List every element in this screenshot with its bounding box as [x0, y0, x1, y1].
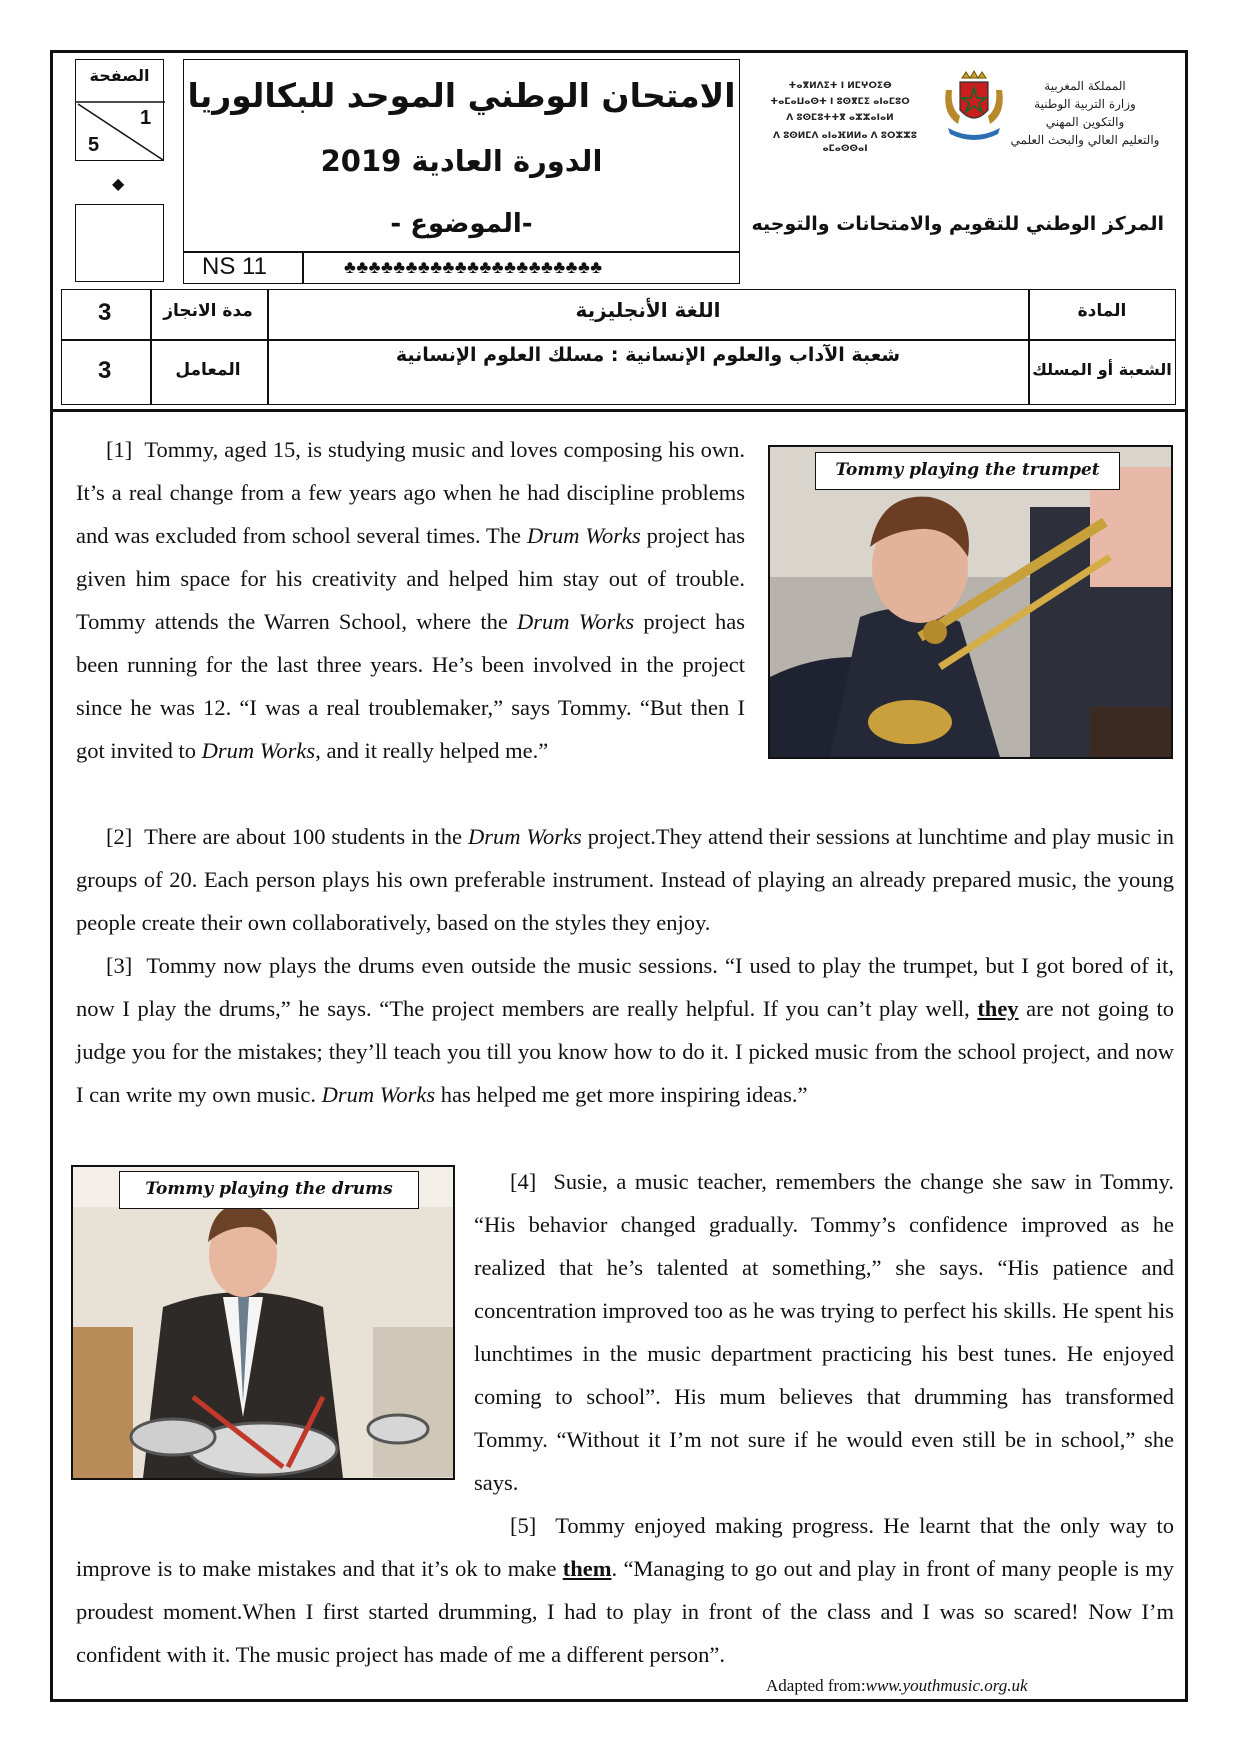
exam-title-box — [183, 59, 740, 284]
p1-italic-3: Drum Works — [201, 738, 316, 763]
page-total: 5 — [88, 134, 100, 156]
info-col-rule-3 — [1028, 290, 1030, 404]
paragraph-4-number: [4] — [510, 1169, 537, 1194]
p3-text-c: has helped me get more inspiring ideas.” — [435, 1082, 808, 1107]
p5-text-b: . “Managing to go out and play in front of many people is my proudest moment.When I first started drumming, I had to play in front of the class and I was so scared! Now I’m confident with it. The music project has made of me a different person”. — [76, 1556, 1174, 1667]
paragraph-1-number: [1] — [106, 437, 133, 462]
p1-italic-1: Drum Works — [526, 523, 641, 548]
p3-text-a: Tommy now plays the drums even outside the music sessions. “I used to play the trumpet, but I got bored of it, now I play the drums,” he says. “The project members are really helpful. If you can’t play well, — [76, 953, 1175, 1021]
subject-heading: -الموضوع - — [390, 209, 533, 239]
p2-text-a: There are about 100 students in the — [144, 824, 468, 849]
paragraph-5 — [76, 1504, 1174, 1676]
trumpet-photo — [768, 445, 1173, 759]
tifinagh-line-2: ⵜⴰⵎⴰⵡⴰⵙⵜ ⵏ ⵓⵙⴳⵎⵉ ⴰⵏⴰⵎⵓⵔ — [770, 97, 910, 107]
ministry-line-4: والتعليم العالي والبحث العلمي — [1010, 133, 1160, 147]
subject-value: اللغة الأنجليزية — [575, 298, 721, 322]
p1-italic-2: Drum Works — [517, 609, 635, 634]
tifinagh-line-3: ⴷ ⵓⵙⵎⵓⵜⵜⴳ ⴰⵣⵣⴰⵏⴰⵍ — [786, 113, 894, 123]
tifinagh-line-1: ⵜⴰⴳⵍⴷⵉⵜ ⵏ ⵍⵎⵖⵔⵉⴱ — [788, 81, 892, 91]
paragraph-3-number: [3] — [106, 953, 133, 978]
page-current: 1 — [140, 107, 152, 129]
page-label: الصفحة — [89, 66, 150, 85]
p1-text-a: Tommy, aged 15, is studying music and loves composing his own. It’s a real change from a few years ago when he had discipline problems and was excluded from school several times. The — [76, 437, 746, 548]
source-url: www.youthmusic.org.uk — [865, 1676, 1028, 1695]
trumpet-caption: Tommy playing the trumpet — [815, 452, 1120, 490]
drums-illustration — [73, 1167, 453, 1478]
trumpet-illustration — [770, 447, 1171, 757]
stream-value: شعبة الآداب والعلوم الإنسانية : مسلك العلوم الإنسانية — [395, 344, 901, 366]
coef-label: المعامل — [175, 360, 241, 380]
blank-box — [75, 204, 164, 282]
info-row-rule — [62, 339, 1175, 341]
p2-italic-1: Drum Works — [467, 824, 582, 849]
p5-underlined-them: them — [562, 1556, 612, 1581]
page-number-box — [75, 59, 164, 161]
exam-title: الامتحان الوطني الموحد للبكالوريا — [187, 76, 736, 115]
duration-label: مدة الانجاز — [163, 301, 253, 321]
source-credit — [766, 1676, 1028, 1696]
p4-text-a: Susie, a music teacher, remembers the change she saw in Tommy. “His behavior changed gradually. Tommy’s confidence improved as he realized that he’s talented at something,” she says. “His patience and concentration improved too as he was trying to perfect his skills. He spent his lunchtimes in the music department practicing his best tunes. He enjoyed coming to school”. His mum believes that drumming has transformed Tommy. “Without it I’m not sure if he would even still be in school,” she says. — [474, 1169, 1174, 1495]
ministry-line-3: والتكوين المهني — [1045, 115, 1125, 129]
decor-clubs: ♣♣♣♣♣♣♣♣♣♣♣♣♣♣♣♣♣♣♣♣♣ — [344, 257, 603, 277]
drums-photo — [71, 1165, 455, 1480]
coef-value: 3 — [98, 357, 112, 384]
info-col-rule-1 — [150, 290, 152, 404]
p3-underlined-they: they — [977, 996, 1019, 1021]
session-title: الدورة العادية 2019 — [320, 144, 603, 178]
ministry-line-2: وزارة التربية الوطنية — [1034, 97, 1136, 111]
paragraph-1 — [76, 428, 745, 772]
subject-label: المادة — [1077, 301, 1127, 321]
p1-text-c: project has been running for the last three years. He’s been involved in the project since he was 12. “I was a real troublemaker,” says Tommy. “But then I got invited to — [76, 609, 745, 763]
ministry-line-1: المملكة المغربية — [1044, 79, 1126, 93]
paragraph-2-number: [2] — [106, 824, 133, 849]
stream-label: الشعبة أو المسلك — [1032, 360, 1172, 379]
paragraph-5-number: [5] — [510, 1513, 537, 1538]
exam-code: NS 11 — [202, 253, 267, 280]
source-label: Adapted from: — [766, 1676, 866, 1695]
p3-text-b: are not going to judge you for the mistakes; they’ll teach you till you know how to do it. I picked music from the school project, and now I can write my own music. — [76, 996, 1174, 1107]
p1-text-b: project has given him space for his creativity and helped him stay out of trouble. Tommy attends the Warren School, where the — [76, 523, 746, 634]
code-separator — [302, 251, 304, 283]
info-table — [61, 289, 1176, 405]
info-col-rule-2 — [267, 290, 269, 404]
p1-text-d: , and it really helped me.” — [315, 738, 549, 763]
duration-value: 3 — [98, 299, 112, 326]
paragraph-4 — [474, 1160, 1174, 1504]
drums-caption: Tommy playing the drums — [119, 1171, 419, 1209]
header-divider — [50, 409, 1188, 412]
p3-italic-1: Drum Works — [321, 1082, 436, 1107]
center-name: المركز الوطني للتقويم والامتحانات والتوجيه — [751, 213, 1164, 235]
p5-text-a: Tommy enjoyed making progress. He learnt that the only way to improve is to make mistakes and that it’s ok to make — [76, 1513, 1175, 1581]
diamond-icon: ◆ — [112, 176, 125, 193]
paragraph-2 — [76, 815, 1174, 944]
paragraph-3 — [76, 944, 1174, 1116]
p2-text-b: project.They attend their sessions at lunchtime and play music in groups of 20. Each person plays his own preferable instrument. Instead of playing an already prepared music, the young people create their own collaboratively, based on the styles they enjoy. — [76, 824, 1175, 935]
tifinagh-line-4: ⴷ ⵓⵙⵍⵎⴷ ⴰⵏⴰⴼⵍⵍⴰ ⴷ ⵓⵔⵣⵣⵓ ⴰⵎⴰⵙⵙⴰⵏ — [772, 131, 917, 154]
title-box-rule — [184, 251, 739, 253]
